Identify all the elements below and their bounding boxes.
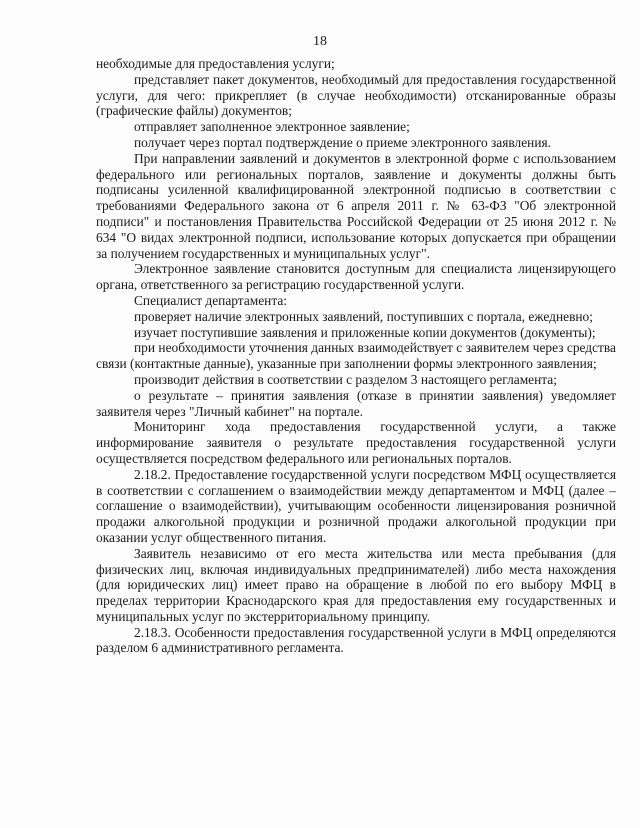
paragraph: необходимые для предоставления услуги; (96, 56, 335, 71)
paragraph: при необходимости уточнения данных взаимодействует с заявителем через средства связи (контактные данные), указанные при заполнении формы электронного заявления; (96, 340, 616, 372)
paragraph: проверяет наличие электронных заявлений, поступивших с портала, ежедневно; (134, 308, 593, 324)
paragraph: 2.18.2. Предоставление государственной услуги посредством МФЦ осуществляется в соответствии с соглашением о взаимодействии между департаментом и МФЦ (далее – соглашение о взаимодействии), учитывающим особенности лицензирования розничной продажи алкогольной продукции и розничной продажи алкогольной продукции при оказании услуг общественного питания. (96, 466, 616, 545)
paragraph: При направлении заявлений и документов в электронной форме с использованием федерального или региональных порталов, заявление и документы должны быть подписаны усиленной квалифицированной электронной подписью в соответствии с требованиями Федерального закона от 6 апреля 2011 г. № 63-ФЗ "Об электронной подписи" и постановления Правительства Российской Федерации от 25 июня 2012 г. № 634 "О видах электронной подписи, использование которых допускается при обращении за получением государственных и муниципальных услуг". (96, 150, 616, 261)
document-body (96, 56, 616, 656)
paragraph: Электронное заявление становится доступным для специалиста лицензирующего органа, ответственного за регистрацию государственной услуги. (96, 261, 616, 293)
page-number: 18 (313, 34, 327, 49)
paragraph: получает через портал подтверждение о приеме электронного заявления. (134, 134, 552, 150)
paragraph: 2.18.3. Особенности предоставления государственной услуги в МФЦ определяются разделом 6 административного регламента. (96, 624, 616, 656)
paragraph: изучает поступившие заявления и приложенные копии документов (документы); (134, 324, 596, 340)
paragraph: о результате – принятия заявления (отказе в принятии заявления) уведомляет заявителя через "Личный кабинет" на портале. (96, 387, 616, 419)
paragraph: отправляет заполненное электронное заявление; (134, 119, 410, 135)
paragraph: производит действия в соответствии с разделом 3 настоящего регламента; (134, 371, 557, 387)
paragraph: Заявитель независимо от его места жительства или места пребывания (для физических лиц, включая индивидуальных предпринимателей) либо места нахождения (для юридических лиц) имеет право на обращение в любой по его выбору МФЦ в пределах территории Краснодарского края для предоставления ему государственных и муниципальных услуг по экстерриториальному принципу. (96, 545, 616, 624)
paragraph: Специалист департамента: (134, 292, 288, 308)
paragraph: Мониторинг хода предоставления государственной услуги, а также информирование заявителя о результате предоставления государственной услуги осуществляется посредством федерального или региональных порталов. (96, 419, 616, 466)
paragraph: представляет пакет документов, необходимый для предоставления государственной услуги, для чего: прикрепляет (в случае необходимости) отсканированные образы (графические файлы) документов; (96, 71, 616, 119)
